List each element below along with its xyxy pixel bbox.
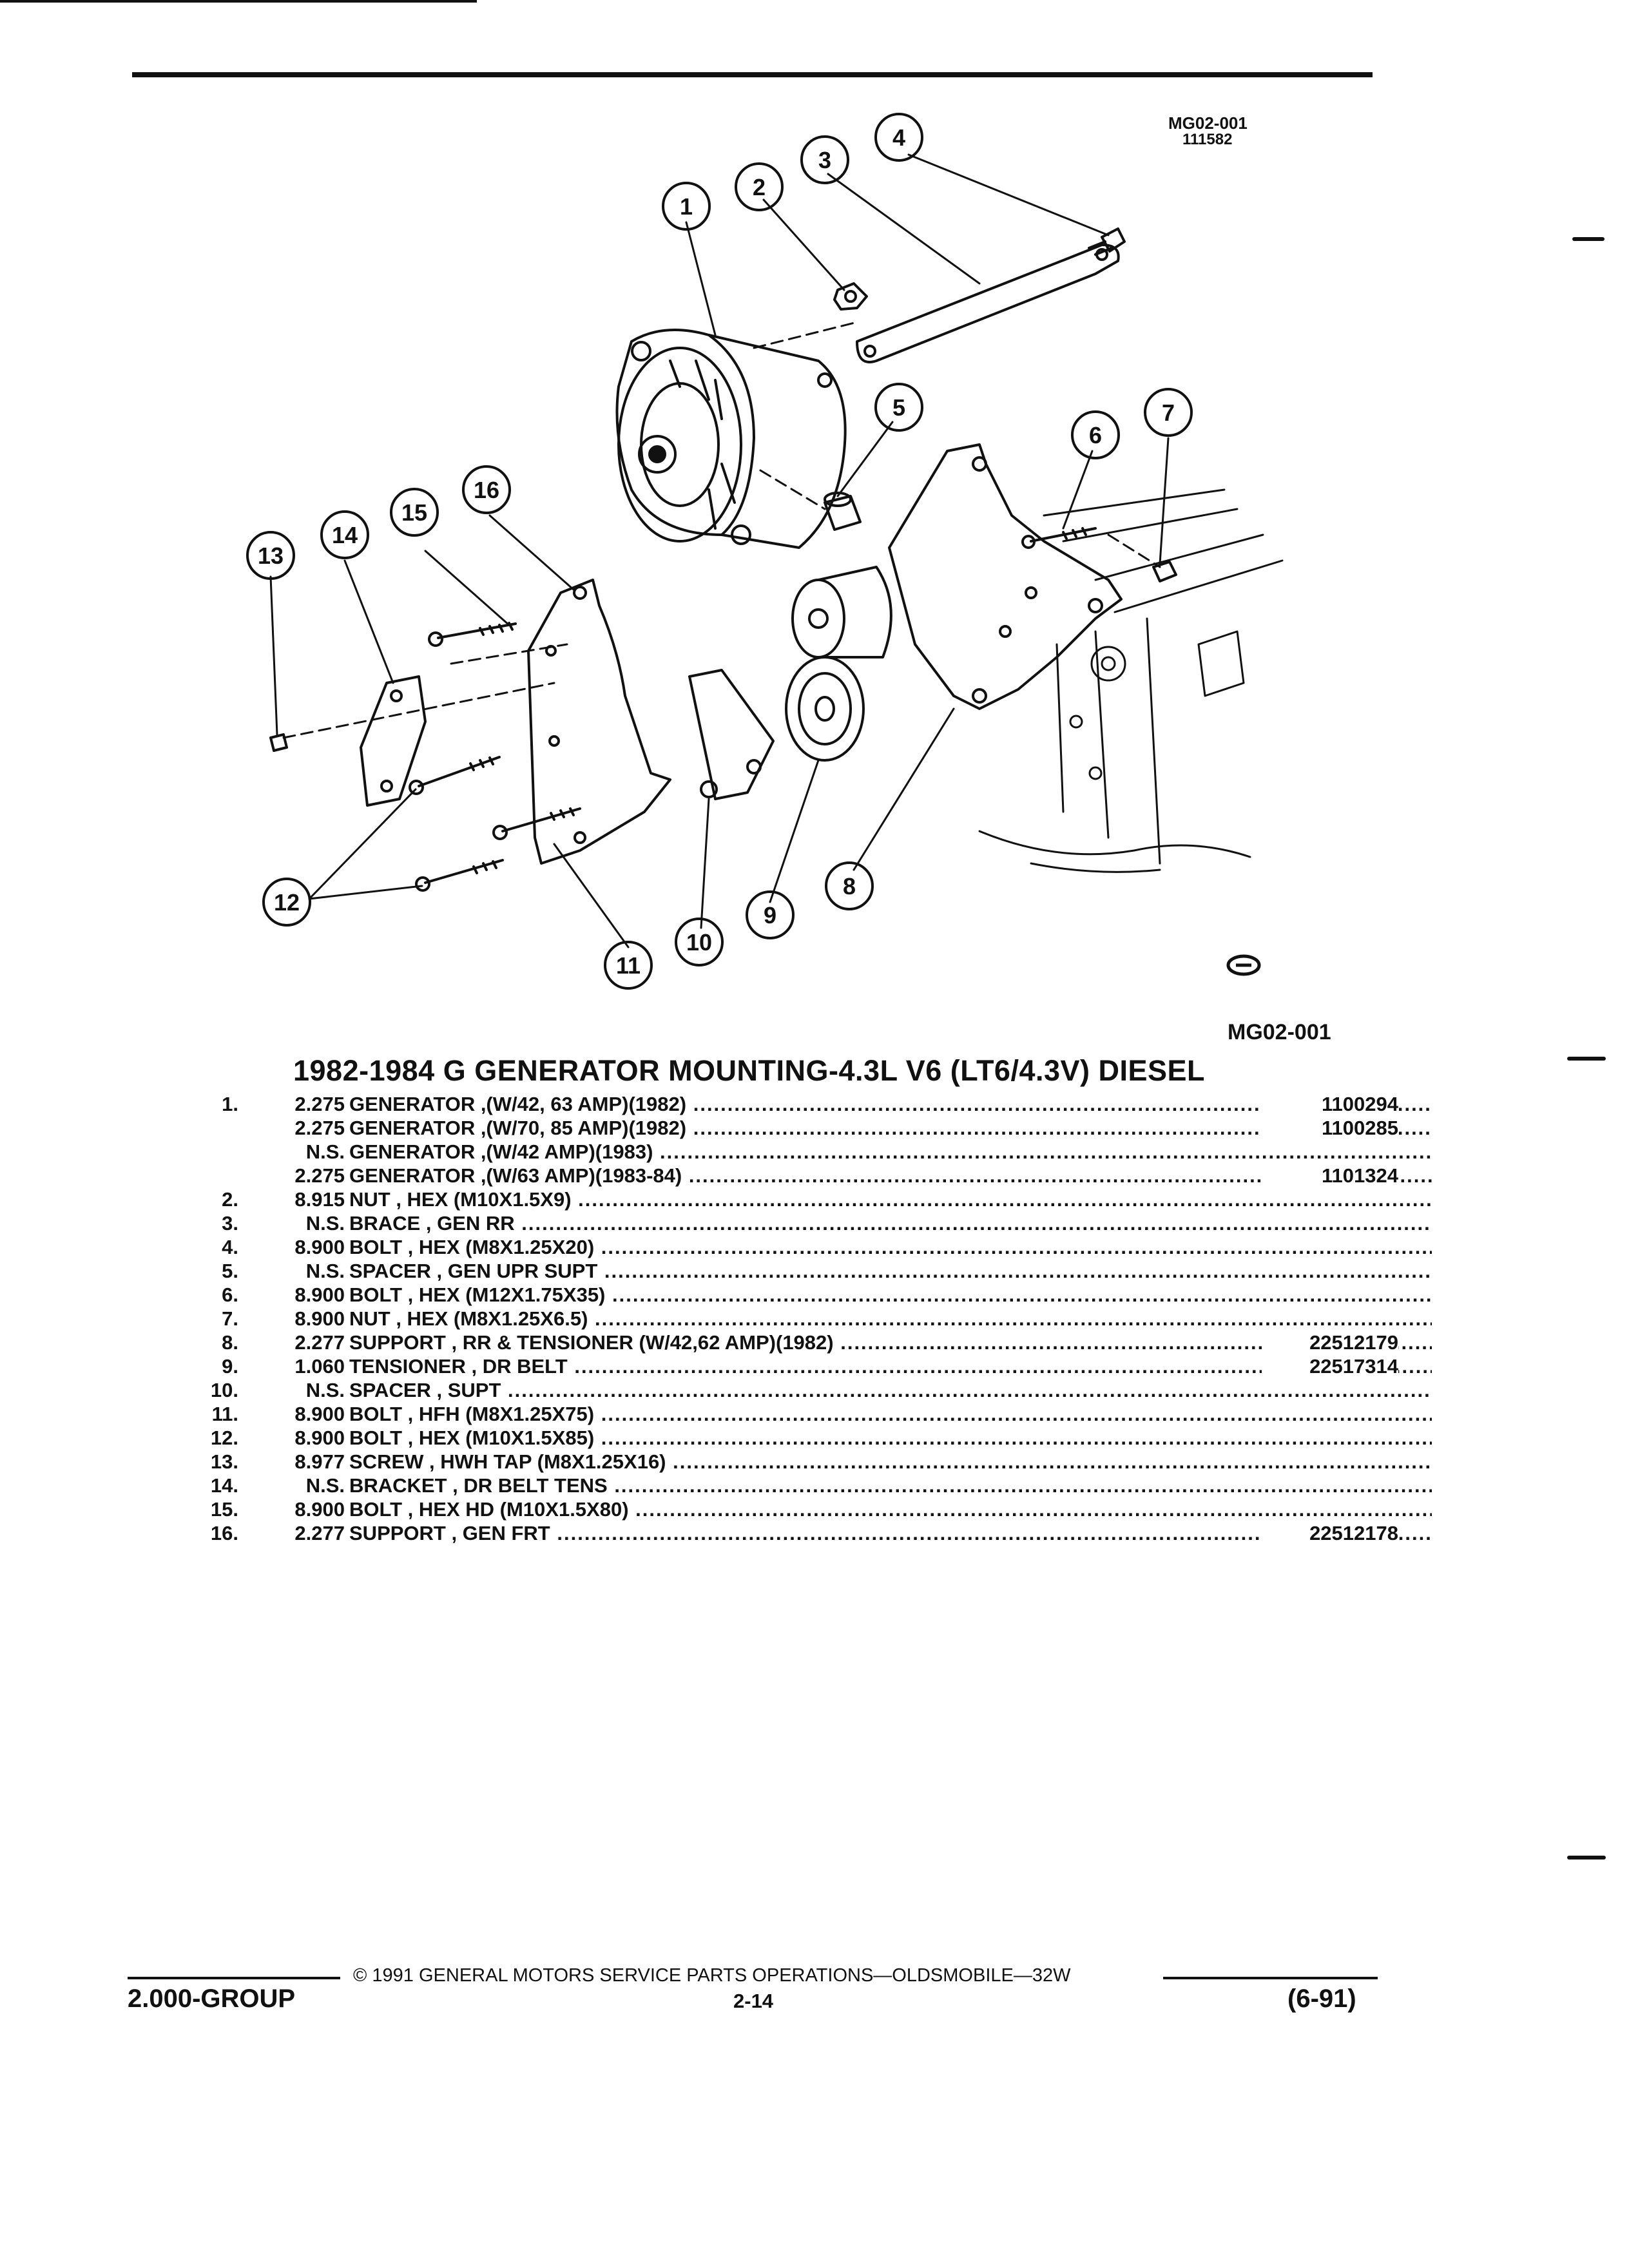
- parts-row: 8. 2.277 SUPPORT , RR & TENSIONER (W/42,62 AMP)(1982) ..... 22512179: [187, 1331, 1398, 1354]
- bolt-4-illustration: [1089, 229, 1124, 255]
- parts-row: 5. N.S. SPACER , GEN UPR SUPT .....: [187, 1260, 1398, 1283]
- bolt-11-illustration: [494, 809, 580, 839]
- parts-row: 14. N.S. BRACKET , DR BELT TENS .....: [187, 1474, 1398, 1497]
- margin-mark: [1567, 1856, 1606, 1860]
- footer-rule-right: [1163, 1977, 1378, 1979]
- svg-text:7: 7: [1161, 399, 1175, 426]
- diagram-code-top: MG02-001: [1168, 113, 1248, 133]
- callout-5: [876, 384, 922, 430]
- parts-row: 12. 8.900 BOLT , HEX (M10X1.5X85) .....: [187, 1427, 1398, 1450]
- svg-text:2: 2: [752, 174, 766, 200]
- svg-text:9: 9: [763, 902, 777, 928]
- callout-14: [322, 512, 368, 558]
- parts-row: 3. N.S. BRACE , GEN RR .....: [187, 1212, 1398, 1235]
- parts-row: 6. 8.900 BOLT , HEX (M12X1.75X35) .....: [187, 1283, 1398, 1307]
- tensioner-pulley-illustration: [786, 657, 863, 760]
- bolt-12-lower-illustration: [416, 860, 503, 890]
- rear-brace-illustration: [857, 245, 1119, 362]
- callout-12: [264, 879, 310, 925]
- rear-support-illustration: [889, 445, 1121, 709]
- generator-illustration: [617, 330, 845, 548]
- exploded-view-diagram: [193, 97, 1289, 999]
- callout-13: [247, 532, 294, 579]
- margin-mark: [1567, 1057, 1606, 1061]
- parts-row: N.S. GENERATOR ,(W/42 AMP)(1983) .....: [187, 1140, 1398, 1164]
- parts-row: 11. 8.900 BOLT , HFH (M8X1.25X75) .....: [187, 1403, 1398, 1426]
- svg-text:13: 13: [257, 543, 284, 569]
- section-title: 1982-1984 G GENERATOR MOUNTING-4.3L V6 (LT6/4.3V) DIESEL: [293, 1054, 1206, 1087]
- spacer-5-illustration: [825, 493, 860, 530]
- gm-mark-icon: [1228, 956, 1259, 974]
- leader-lines: [271, 155, 1168, 947]
- nut-illustration: [834, 284, 867, 309]
- parts-row: 15. 8.900 BOLT , HEX HD (M10X1.5X80) .....: [187, 1498, 1398, 1521]
- parts-row: 7. 8.900 NUT , HEX (M8X1.25X6.5) .....: [187, 1307, 1398, 1331]
- callout-7: [1145, 389, 1191, 436]
- parts-row: 2. 8.915 NUT , HEX (M10X1.5X9) .....: [187, 1188, 1398, 1211]
- svg-text:12: 12: [273, 889, 300, 916]
- parts-row: 16. 2.277 SUPPORT , GEN FRT ..... 22512178: [187, 1522, 1398, 1545]
- svg-text:3: 3: [818, 147, 832, 173]
- bolt-12-upper-illustration: [410, 757, 499, 794]
- footer-copyright: © 1991 GENERAL MOTORS SERVICE PARTS OPERATIONS—OLDSMOBILE—32W: [353, 1965, 1071, 1986]
- parts-row: 2.275 GENERATOR ,(W/63 AMP)(1983-84) ..... 1101324: [187, 1164, 1398, 1187]
- header-rule: [132, 72, 1373, 77]
- callout-4: [876, 114, 922, 160]
- callout-16: [463, 466, 510, 513]
- parts-row: 13. 8.977 SCREW , HWH TAP (M8X1.25X16) .....: [187, 1450, 1398, 1474]
- callout-11: [605, 942, 651, 988]
- bolt-15-illustration: [429, 623, 516, 646]
- callout-6: [1072, 412, 1119, 458]
- svg-text:6: 6: [1088, 422, 1103, 448]
- svg-text:11: 11: [615, 952, 641, 979]
- svg-text:8: 8: [842, 873, 856, 899]
- callout-8: [826, 863, 872, 909]
- callout-9: [747, 892, 793, 938]
- svg-text:4: 4: [892, 124, 906, 151]
- diagram-date-top: 111582: [1182, 131, 1233, 148]
- parts-row: 10. N.S. SPACER , SUPT .....: [187, 1379, 1398, 1402]
- parts-row: 4. 8.900 BOLT , HEX (M8X1.25X20) .....: [187, 1236, 1398, 1259]
- parts-row: 1. 2.275 GENERATOR ,(W/42, 63 AMP)(1982) ..... 1100294: [187, 1093, 1398, 1116]
- svg-text:10: 10: [686, 929, 713, 956]
- footer-page-number: 2-14: [733, 1990, 774, 2012]
- callout-10: [676, 919, 722, 965]
- callout-2: [736, 164, 782, 210]
- diagram-code-bottom: MG02-001: [1228, 1020, 1331, 1044]
- parts-row: 9. 1.060 TENSIONER , DR BELT ..... 22517314: [187, 1355, 1398, 1378]
- scan-edge-rule: [0, 0, 477, 3]
- margin-mark: [1572, 237, 1605, 241]
- front-support-illustration: [528, 580, 670, 863]
- callout-15: [391, 489, 438, 535]
- tensioner-housing-illustration: [793, 567, 891, 657]
- footer-rule-left: [128, 1977, 340, 1979]
- parts-row: 2.275 GENERATOR ,(W/70, 85 AMP)(1982) ..... 1100285: [187, 1117, 1398, 1140]
- footer-group: 2.000-GROUP: [128, 1984, 296, 2013]
- callout-3: [802, 137, 848, 183]
- svg-text:16: 16: [473, 477, 500, 503]
- svg-text:5: 5: [892, 394, 906, 421]
- svg-text:14: 14: [331, 522, 358, 548]
- bracket-14-illustration: [361, 677, 425, 805]
- footer-date: (6-91): [1287, 1984, 1356, 2013]
- svg-text:15: 15: [401, 499, 428, 526]
- spacer-support-illustration: [689, 670, 773, 799]
- svg-text:1: 1: [679, 193, 693, 220]
